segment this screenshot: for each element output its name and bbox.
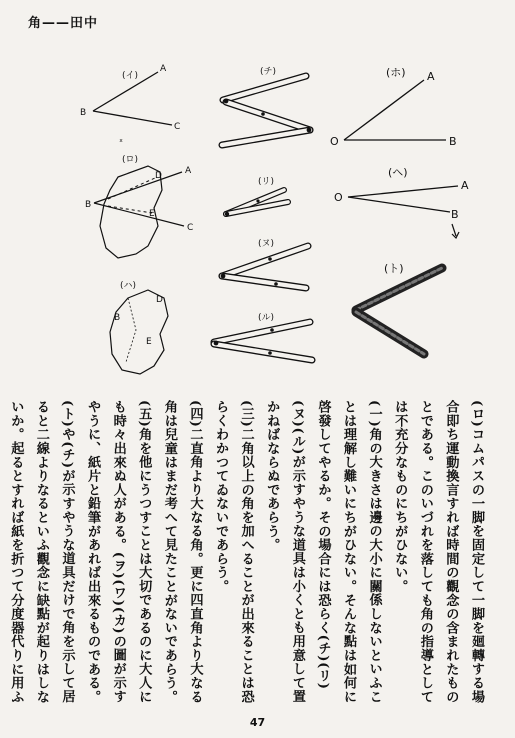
figure-ha-mark-d: D [156,295,163,305]
figure-he-end-b-label: B [451,208,459,221]
figure-ri [225,177,288,216]
running-header: 角——田中 [28,16,99,31]
figure-he [334,166,469,238]
figure-he-vertex-label: O [334,191,343,204]
figure-i-end-c-label: C [174,122,181,132]
figure-ro-end-a-label: A [185,166,192,176]
figure-ho-end-a-label: A [427,70,435,83]
figure-ho [330,66,457,148]
figure-ha-mark-b: B [114,313,121,323]
paragraph: (ロ)コムパスの一脚を固定して一脚を廻轉する場合即ち運動換言すれば時間の觀念の含まれたものとである。このいづれを落しても角の指導としては不充分なものにちがひない。 [392,400,484,704]
page-number: 47 [249,716,266,729]
figure-ro-caption: (ロ) [122,155,139,165]
figure-ro-mark-d: D [155,171,162,181]
figure-to-caption: (ト) [384,262,404,275]
figure-ro-mark-e: E [149,209,155,219]
figure-i-vertex-label: B [80,108,87,118]
svg-text:ₓ: ₓ [119,135,123,145]
figure-ho-vertex-label: O [330,135,339,148]
paragraph: (四)二直角より大なる角。更に四直角より大なる角は兒童はまだ考へて見たことがないであらう。 [161,400,203,704]
paragraph: (三)二角以上の角を加へることが出來ることは恐らくわかつてゐないであらう。 [213,400,254,704]
figure-he-caption: (ヘ) [388,166,408,179]
paragraph: (一)角の大きさは邊の大小に關係しないといふことは理解し難いにちがひない。そんな點は如何に啓發してやるか。その場合には恐らく(チ)(リ)(ヌ)(ル)が示すやうな道具は小くとも用意して置かねばならぬであらう。 [264,400,382,704]
figure-i-caption: (イ) [122,71,139,81]
figure-ha-mark-e: E [146,337,152,347]
paragraph: (ト)や(チ)が示すやうな道具だけで角を示して居ると二線よりなるといふ觀念に缺點が起りはしないか。起るとすれば紙を折つて分度器代りに用ふ [8,400,75,704]
figure-ha-caption: (ハ) [120,281,137,291]
figure-nu [221,239,308,288]
figure-ri-caption: (リ) [258,177,275,187]
figure-ru-caption: (ル) [258,313,275,323]
figure-ru [214,313,312,360]
paragraph: (五)角を他にうつすことは大切であるのに大人にも時々出來ぬ人がある。(ヲ)(ワ)(カ)の圖が示すやうに、紙片と鉛筆があれば出來るものである。 [85,400,152,704]
figure-to [356,262,442,354]
figure-i-end-a-label: A [160,64,167,74]
figure-nu-caption: (ヌ) [258,239,275,249]
figure-ho-end-b-label: B [449,135,457,148]
figure-ro [85,155,193,258]
body-text [8,400,489,712]
figure-chi-caption: (チ) [260,67,277,77]
figure-chi [222,66,311,145]
figure-ro-vertex-label: B [85,200,92,210]
figure-ha [110,281,168,374]
figure-ro-end-c-label: C [187,223,194,233]
figure-ho-caption: (ホ) [386,66,406,79]
figure-i [80,64,180,145]
figure-he-end-a-label: A [461,179,469,192]
